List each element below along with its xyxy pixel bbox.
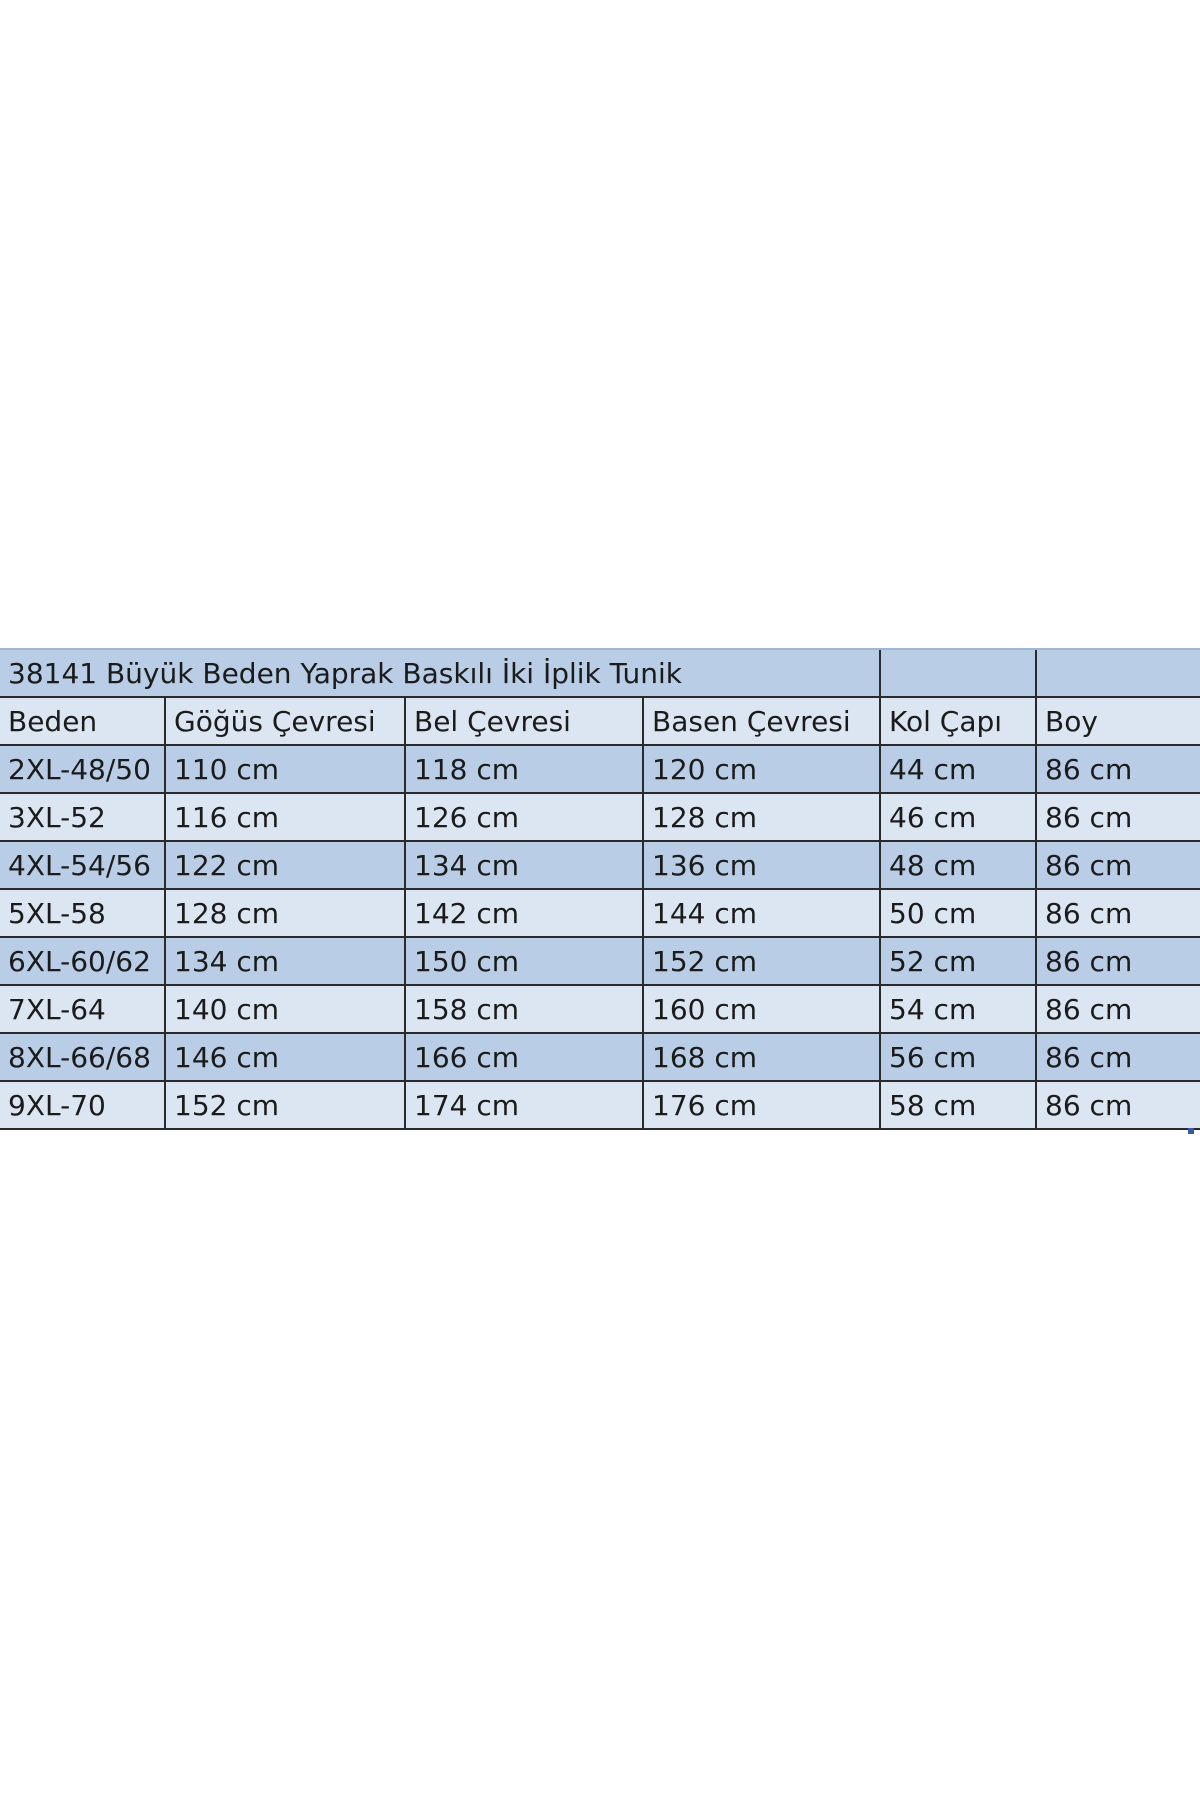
empty-cell [880,649,1036,697]
cell-size: 2XL-48/50 [0,745,165,793]
cell-size: 6XL-60/62 [0,937,165,985]
table-row [0,793,1200,841]
cell-sleeve: 46 cm [880,793,1036,841]
table-row [0,985,1200,1033]
table-row [0,937,1200,985]
cell-waist: 174 cm [405,1081,643,1129]
cell-size: 3XL-52 [0,793,165,841]
cell-hip: 152 cm [643,937,880,985]
cell-sleeve: 52 cm [880,937,1036,985]
table-row [0,1081,1200,1129]
cell-sleeve: 44 cm [880,745,1036,793]
size-chart [0,648,1200,1130]
table-title: 38141 Büyük Beden Yaprak Baskılı İki İplik Tunik [0,649,880,697]
cell-chest: 128 cm [165,889,405,937]
header-chest: Göğüs Çevresi [165,697,405,745]
cell-chest: 116 cm [165,793,405,841]
cell-sleeve: 58 cm [880,1081,1036,1129]
cell-length: 86 cm [1036,1033,1200,1081]
cell-hip: 136 cm [643,841,880,889]
table-row [0,1033,1200,1081]
cell-chest: 134 cm [165,937,405,985]
cell-sleeve: 50 cm [880,889,1036,937]
cell-waist: 118 cm [405,745,643,793]
title-row [0,649,1200,697]
cell-sleeve: 48 cm [880,841,1036,889]
cell-hip: 144 cm [643,889,880,937]
cell-length: 86 cm [1036,985,1200,1033]
header-row [0,697,1200,745]
cell-size: 4XL-54/56 [0,841,165,889]
cell-size: 8XL-66/68 [0,1033,165,1081]
resize-handle-mark [1188,1128,1194,1134]
cell-waist: 142 cm [405,889,643,937]
empty-cell [1036,649,1200,697]
cell-chest: 122 cm [165,841,405,889]
cell-chest: 152 cm [165,1081,405,1129]
cell-length: 86 cm [1036,937,1200,985]
cell-hip: 128 cm [643,793,880,841]
header-sleeve: Kol Çapı [880,697,1036,745]
cell-hip: 176 cm [643,1081,880,1129]
size-table [0,648,1200,1130]
cell-waist: 134 cm [405,841,643,889]
cell-size: 9XL-70 [0,1081,165,1129]
header-hip: Basen Çevresi [643,697,880,745]
table-row [0,889,1200,937]
cell-hip: 120 cm [643,745,880,793]
cell-length: 86 cm [1036,889,1200,937]
cell-chest: 140 cm [165,985,405,1033]
cell-waist: 158 cm [405,985,643,1033]
cell-size: 7XL-64 [0,985,165,1033]
cell-size: 5XL-58 [0,889,165,937]
header-length: Boy [1036,697,1200,745]
cell-chest: 146 cm [165,1033,405,1081]
cell-waist: 166 cm [405,1033,643,1081]
cell-length: 86 cm [1036,841,1200,889]
cell-length: 86 cm [1036,745,1200,793]
cell-sleeve: 54 cm [880,985,1036,1033]
header-waist: Bel Çevresi [405,697,643,745]
cell-waist: 150 cm [405,937,643,985]
cell-length: 86 cm [1036,1081,1200,1129]
cell-waist: 126 cm [405,793,643,841]
table-row [0,745,1200,793]
cell-chest: 110 cm [165,745,405,793]
cell-sleeve: 56 cm [880,1033,1036,1081]
cell-length: 86 cm [1036,793,1200,841]
header-size: Beden [0,697,165,745]
cell-hip: 168 cm [643,1033,880,1081]
cell-hip: 160 cm [643,985,880,1033]
table-row [0,841,1200,889]
